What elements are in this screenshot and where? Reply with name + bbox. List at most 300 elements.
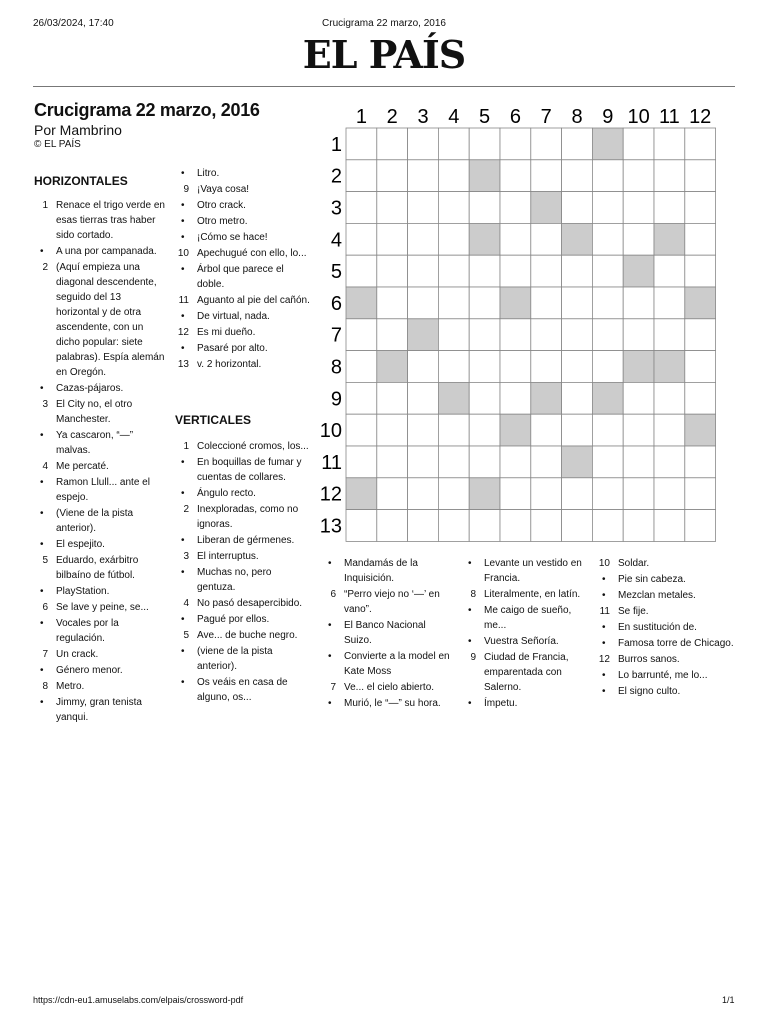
grid-cell-black — [562, 446, 593, 478]
column-number: 10 — [627, 106, 650, 128]
clue-item — [462, 587, 590, 602]
clue-column-2-horizontal — [175, 166, 310, 373]
clue-item — [322, 556, 450, 586]
grid-cell[interactable] — [623, 223, 654, 255]
grid-cell[interactable] — [377, 255, 408, 287]
grid-cell[interactable] — [654, 446, 685, 478]
grid-cell[interactable] — [623, 414, 654, 446]
clue-column-2-vertical — [175, 439, 310, 706]
grid-cell[interactable] — [531, 414, 562, 446]
clue-item — [462, 696, 590, 711]
clue-item — [175, 486, 310, 501]
grid-cell[interactable] — [346, 128, 377, 160]
clue-number: 10 — [177, 248, 189, 259]
clue-text: En boquillas de fumar y cuentas de collares. — [197, 457, 302, 483]
clue-item — [175, 439, 310, 454]
grid-cell[interactable] — [685, 128, 716, 160]
grid-cell[interactable] — [531, 351, 562, 383]
clue-number: 6 — [330, 589, 336, 600]
grid-cell[interactable] — [377, 128, 408, 160]
bullet-icon: • — [40, 665, 44, 676]
grid-cell[interactable] — [654, 255, 685, 287]
clue-text: Género menor. — [56, 665, 123, 676]
grid-cell[interactable] — [623, 287, 654, 319]
clue-item — [34, 663, 166, 678]
grid-cell[interactable] — [469, 128, 500, 160]
grid-cell[interactable] — [408, 287, 439, 319]
clue-text: No pasó desapercibido. — [197, 598, 303, 609]
grid-cell[interactable] — [346, 192, 377, 224]
clue-item — [596, 588, 736, 603]
grid-cell[interactable] — [377, 446, 408, 478]
clue-item — [175, 455, 310, 485]
clue-text: Inexploradas, como no ignoras. — [197, 504, 299, 530]
grid-cell[interactable] — [623, 192, 654, 224]
grid-cell[interactable] — [592, 414, 623, 446]
column-number: 4 — [448, 106, 460, 128]
grid-cell[interactable] — [438, 287, 469, 319]
clue-text: ¡Cómo se hace! — [197, 232, 268, 243]
bullet-icon: • — [468, 698, 472, 709]
grid-cell[interactable] — [377, 510, 408, 542]
grid-cell[interactable] — [500, 192, 531, 224]
clue-text: Mandamás de la Inquisición. — [344, 558, 418, 584]
clue-text: ¡Vaya cosa! — [197, 184, 250, 195]
grid-cell[interactable] — [685, 510, 716, 542]
grid-cell[interactable] — [654, 319, 685, 351]
clue-number: 5 — [183, 630, 189, 641]
footer-url: https://cdn-eu1.amuselabs.com/elpais/crossword-pdf — [33, 995, 244, 1005]
grid-cell[interactable] — [685, 382, 716, 414]
grid-cell[interactable] — [500, 223, 531, 255]
clue-item — [596, 652, 736, 667]
clue-text: Pie sin cabeza. — [618, 574, 686, 585]
grid-cell[interactable] — [685, 351, 716, 383]
clue-number: 4 — [42, 461, 48, 472]
clue-item — [34, 553, 166, 583]
clue-text: Pagué por ellos. — [197, 614, 270, 625]
bullet-icon: • — [181, 646, 185, 657]
grid-cell[interactable] — [623, 128, 654, 160]
grid-cell[interactable] — [469, 287, 500, 319]
grid-cell[interactable] — [592, 478, 623, 510]
clue-item — [34, 397, 166, 427]
clue-item — [34, 506, 166, 536]
clue-number: 8 — [42, 681, 48, 692]
clue-text: El interruptus. — [197, 551, 259, 562]
grid-cell-black — [654, 351, 685, 383]
grid-cell[interactable] — [377, 160, 408, 192]
grid-cell[interactable] — [377, 287, 408, 319]
grid-cell[interactable] — [685, 319, 716, 351]
grid-cell[interactable] — [562, 382, 593, 414]
clue-item — [175, 166, 310, 181]
bullet-icon: • — [181, 200, 185, 211]
grid-cell[interactable] — [623, 319, 654, 351]
grid-cell[interactable] — [377, 223, 408, 255]
clue-number: 8 — [470, 589, 476, 600]
grid-cell[interactable] — [531, 510, 562, 542]
bullet-icon: • — [468, 605, 472, 616]
grid-cell[interactable] — [346, 510, 377, 542]
grid-cell[interactable] — [654, 160, 685, 192]
clue-text: Ímpetu. — [484, 698, 518, 709]
grid-cell[interactable] — [438, 128, 469, 160]
grid-cell[interactable] — [654, 287, 685, 319]
grid-cell[interactable] — [408, 351, 439, 383]
clue-item — [175, 262, 310, 292]
grid-cell[interactable] — [377, 414, 408, 446]
column-number: 12 — [689, 106, 712, 128]
grid-cell[interactable] — [438, 192, 469, 224]
clue-number: 10 — [598, 558, 610, 569]
bullet-icon: • — [40, 539, 44, 550]
grid-cell[interactable] — [438, 478, 469, 510]
column-number: 3 — [417, 106, 429, 128]
clue-number: 12 — [177, 327, 189, 338]
grid-cell[interactable] — [438, 319, 469, 351]
grid-cell[interactable] — [469, 255, 500, 287]
clue-text: Vocales por la regulación. — [56, 618, 119, 644]
clue-text: PlayStation. — [56, 586, 110, 597]
clue-item — [596, 604, 736, 619]
grid-cell[interactable] — [377, 382, 408, 414]
grid-cell-black — [531, 192, 562, 224]
grid-cell[interactable] — [592, 223, 623, 255]
row-number: 9 — [330, 388, 342, 411]
clue-item — [34, 428, 166, 458]
bullet-icon: • — [602, 574, 606, 585]
grid-cell[interactable] — [500, 446, 531, 478]
grid-cell[interactable] — [531, 160, 562, 192]
clue-item — [34, 695, 166, 725]
grid-cell-black — [346, 478, 377, 510]
grid-cell[interactable] — [408, 414, 439, 446]
grid-cell[interactable] — [685, 446, 716, 478]
grid-cell[interactable] — [685, 160, 716, 192]
grid-cell[interactable] — [500, 510, 531, 542]
grid-cell[interactable] — [623, 160, 654, 192]
grid-cell[interactable] — [408, 382, 439, 414]
row-number: 11 — [321, 451, 342, 474]
bullet-icon: • — [181, 168, 185, 179]
clue-item — [596, 620, 736, 635]
grid-cell[interactable] — [438, 223, 469, 255]
clue-text: Liberan de gérmenes. — [197, 535, 295, 546]
clue-text: v. 2 horizontal. — [197, 359, 262, 370]
clue-item — [34, 475, 166, 505]
puzzle-author: Por Mambrino — [34, 122, 122, 138]
grid-cell[interactable] — [562, 287, 593, 319]
row-number: 2 — [330, 165, 342, 188]
bullet-icon: • — [181, 343, 185, 354]
clue-text: Ave... de buche negro. — [197, 630, 298, 641]
clue-item — [462, 650, 590, 695]
bullet-icon: • — [181, 264, 185, 275]
clue-text: Vuestra Señoría. — [484, 636, 559, 647]
bullet-icon: • — [468, 558, 472, 569]
grid-cell[interactable] — [623, 510, 654, 542]
grid-cell[interactable] — [562, 192, 593, 224]
clue-text: Ya cascaron, “—” malvas. — [56, 430, 134, 456]
grid-cell[interactable] — [685, 478, 716, 510]
grid-cell[interactable] — [500, 319, 531, 351]
grid-cell[interactable] — [408, 255, 439, 287]
grid-cell[interactable] — [346, 319, 377, 351]
grid-cell[interactable] — [469, 446, 500, 478]
bullet-icon: • — [181, 232, 185, 243]
grid-cell[interactable] — [685, 223, 716, 255]
bullet-icon: • — [40, 430, 44, 441]
grid-cell[interactable] — [685, 255, 716, 287]
row-number: 13 — [319, 515, 342, 538]
grid-cell[interactable] — [346, 255, 377, 287]
clue-item — [34, 600, 166, 615]
clue-item — [322, 696, 450, 711]
clue-column-1 — [34, 198, 166, 726]
copyright: © EL PAÍS — [34, 139, 81, 150]
grid-cell[interactable] — [531, 319, 562, 351]
clue-text: A una por campanada. — [56, 246, 157, 257]
clue-text: Convierte a la model en Kate Moss — [344, 651, 450, 677]
grid-cell[interactable] — [562, 255, 593, 287]
grid-cell[interactable] — [562, 351, 593, 383]
grid-cell[interactable] — [469, 192, 500, 224]
clue-text: (Aquí empieza una diagonal descendente, seguido del 13 horizontal y de otra ascendente, con un dicho popular: siete palabras). Espía alemán en Oregón. — [56, 262, 165, 378]
clue-item — [175, 214, 310, 229]
grid-cell[interactable] — [623, 446, 654, 478]
puzzle-title: Crucigrama 22 marzo, 2016 — [34, 100, 260, 120]
grid-cell[interactable] — [562, 128, 593, 160]
grid-cell[interactable] — [685, 192, 716, 224]
clue-number: 2 — [183, 504, 189, 515]
bullet-icon: • — [602, 670, 606, 681]
grid-cell[interactable] — [408, 160, 439, 192]
clue-item — [175, 644, 310, 674]
print-date: 26/03/2024, 17:40 — [33, 18, 114, 29]
grid-cell[interactable] — [500, 255, 531, 287]
grid-cell[interactable] — [562, 319, 593, 351]
clue-number: 5 — [42, 555, 48, 566]
grid-cell[interactable] — [500, 160, 531, 192]
column-number: 11 — [659, 106, 680, 128]
grid-cell[interactable] — [438, 255, 469, 287]
grid-cell[interactable] — [438, 446, 469, 478]
grid-cell[interactable] — [469, 414, 500, 446]
clue-item — [322, 618, 450, 648]
grid-cell[interactable] — [438, 160, 469, 192]
grid-cell[interactable] — [654, 192, 685, 224]
grid-cell[interactable] — [562, 414, 593, 446]
row-number: 6 — [330, 292, 342, 315]
clue-item — [462, 634, 590, 649]
bullet-icon: • — [602, 590, 606, 601]
grid-cell[interactable] — [346, 160, 377, 192]
clue-item — [175, 230, 310, 245]
clue-item — [175, 596, 310, 611]
clue-item — [596, 668, 736, 683]
grid-cell[interactable] — [592, 446, 623, 478]
bullet-icon: • — [181, 677, 185, 688]
grid-cell[interactable] — [592, 287, 623, 319]
grid-cell[interactable] — [377, 478, 408, 510]
clue-text: Aguanto al pie del cañón. — [197, 295, 310, 306]
grid-cell-black — [500, 414, 531, 446]
clue-text: Os veáis en casa de alguno, os... — [197, 677, 288, 703]
grid-cell[interactable] — [408, 223, 439, 255]
grid-cell[interactable] — [592, 160, 623, 192]
clue-text: Pasaré por alto. — [197, 343, 268, 354]
bullet-icon: • — [181, 567, 185, 578]
clue-text: Cazas-pájaros. — [56, 383, 124, 394]
grid-cell[interactable] — [469, 319, 500, 351]
grid-cell[interactable] — [346, 446, 377, 478]
bullet-icon: • — [181, 216, 185, 227]
grid-cell[interactable] — [592, 510, 623, 542]
grid-cell[interactable] — [654, 382, 685, 414]
grid-cell[interactable] — [500, 382, 531, 414]
grid-cell-black — [500, 287, 531, 319]
clue-item — [175, 549, 310, 564]
grid-cell[interactable] — [654, 510, 685, 542]
grid-cell[interactable] — [408, 192, 439, 224]
grid-cell[interactable] — [346, 382, 377, 414]
grid-cell-black — [623, 351, 654, 383]
clue-item — [34, 616, 166, 646]
column-number: 1 — [355, 106, 367, 128]
grid-cell[interactable] — [592, 351, 623, 383]
grid-cell-black — [469, 160, 500, 192]
grid-cell-black — [623, 255, 654, 287]
clue-column-3 — [322, 556, 450, 712]
grid-cell[interactable] — [438, 414, 469, 446]
grid-cell[interactable] — [592, 192, 623, 224]
bullet-icon: • — [40, 477, 44, 488]
column-number: 8 — [571, 106, 583, 128]
grid-cell[interactable] — [531, 128, 562, 160]
grid-cell[interactable] — [377, 192, 408, 224]
clue-item — [175, 502, 310, 532]
clue-text: Ramon Llull... ante el espejo. — [56, 477, 150, 503]
grid-cell[interactable] — [346, 351, 377, 383]
clue-number: 1 — [183, 441, 189, 452]
clue-item — [175, 182, 310, 197]
clue-text: El signo culto. — [618, 686, 681, 697]
grid-cell-black — [562, 223, 593, 255]
grid-cell[interactable] — [531, 223, 562, 255]
grid-cell[interactable] — [592, 255, 623, 287]
clue-number: 7 — [42, 649, 48, 660]
clue-number: 11 — [599, 606, 610, 617]
clue-text: Lo barrunté, me lo... — [618, 670, 708, 681]
grid-cell-black — [592, 128, 623, 160]
grid-cell[interactable] — [469, 382, 500, 414]
grid-cell[interactable] — [531, 446, 562, 478]
grid-cell[interactable] — [469, 510, 500, 542]
clue-item — [34, 260, 166, 380]
grid-cell[interactable] — [469, 351, 500, 383]
clue-item — [34, 647, 166, 662]
grid-cell[interactable] — [438, 510, 469, 542]
clue-item — [175, 293, 310, 308]
grid-cell[interactable] — [408, 128, 439, 160]
grid-cell[interactable] — [500, 351, 531, 383]
grid-cell[interactable] — [654, 414, 685, 446]
grid-cell[interactable] — [346, 223, 377, 255]
clue-item — [462, 556, 590, 586]
clue-text: Muchas no, pero gentuza. — [197, 567, 272, 593]
clue-item — [462, 603, 590, 633]
grid-cell[interactable] — [408, 446, 439, 478]
clue-number: 7 — [330, 682, 336, 693]
clue-number: 9 — [183, 184, 189, 195]
grid-cell[interactable] — [377, 319, 408, 351]
clue-item — [175, 533, 310, 548]
grid-cell-black — [592, 382, 623, 414]
clue-item — [175, 246, 310, 261]
bullet-icon: • — [328, 651, 332, 662]
clue-text: Levante un vestido en Francia. — [484, 558, 582, 584]
grid-cell[interactable] — [408, 510, 439, 542]
grid-cell[interactable] — [500, 478, 531, 510]
clue-item — [34, 198, 166, 243]
clue-number: 9 — [470, 652, 476, 663]
bullet-icon: • — [602, 638, 606, 649]
grid-cell[interactable] — [531, 255, 562, 287]
grid-cell[interactable] — [562, 478, 593, 510]
clue-text: Me percaté. — [56, 461, 109, 472]
grid-cell[interactable] — [346, 414, 377, 446]
clue-text: Famosa torre de Chicago. — [618, 638, 734, 649]
clue-text: Metro. — [56, 681, 85, 692]
clue-text: “Perro viejo no ‘—’ en vano”. — [344, 589, 440, 615]
grid-cell[interactable] — [408, 478, 439, 510]
grid-cell-black — [377, 351, 408, 383]
clue-item — [322, 649, 450, 679]
clue-item — [34, 244, 166, 259]
grid-cell[interactable] — [500, 128, 531, 160]
clue-text: Burros sanos. — [618, 654, 680, 665]
grid-cell-black — [654, 223, 685, 255]
grid-cell[interactable] — [654, 128, 685, 160]
clue-number: 12 — [598, 654, 610, 665]
row-number: 7 — [330, 324, 342, 347]
clue-item — [175, 628, 310, 643]
grid-cell[interactable] — [592, 319, 623, 351]
clue-text: Se lave y peine, se... — [56, 602, 149, 613]
clue-text: Eduardo, exárbitro bilbaíno de fútbol. — [56, 555, 139, 581]
clue-text: Litro. — [197, 168, 220, 179]
print-title: Crucigrama 22 marzo, 2016 — [322, 18, 446, 29]
grid-cell[interactable] — [438, 351, 469, 383]
clue-text: El espejito. — [56, 539, 105, 550]
grid-cell[interactable] — [531, 478, 562, 510]
grid-cell[interactable] — [623, 382, 654, 414]
bullet-icon: • — [40, 697, 44, 708]
grid-cell-black — [469, 478, 500, 510]
grid-cell[interactable] — [623, 478, 654, 510]
clue-item — [34, 537, 166, 552]
bullet-icon: • — [40, 586, 44, 597]
grid-cell[interactable] — [562, 160, 593, 192]
grid-cell[interactable] — [654, 478, 685, 510]
grid-cell[interactable] — [562, 510, 593, 542]
header-divider — [33, 86, 735, 87]
clue-number: 3 — [42, 399, 48, 410]
clue-item — [175, 675, 310, 705]
grid-cell[interactable] — [531, 287, 562, 319]
bullet-icon: • — [181, 614, 185, 625]
